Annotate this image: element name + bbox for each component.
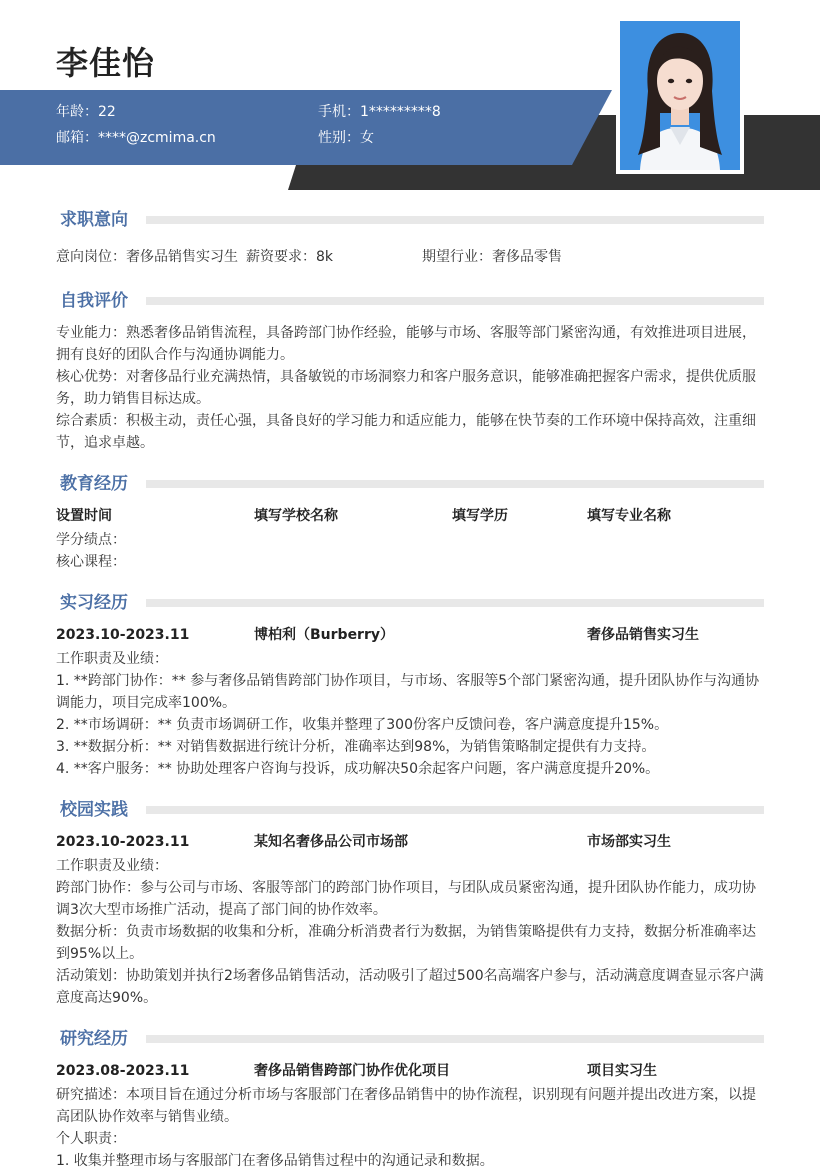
intern-duty-item: 3. **数据分析：** 对销售数据进行统计分析，准确率达到98%，为销售策略制定提供有力支持。 (56, 739, 656, 755)
intent-industry: 期望行业：奢侈品零售 (422, 249, 562, 265)
edu-gpa: 学分绩点： (56, 532, 126, 548)
profile-photo-frame (616, 17, 744, 174)
self-eval-strength: 核心优势：对奢侈品行业充满热情，具备敏锐的市场洞察力和客户服务意识，能够准确把握客户需求，提供优质服务，助力销售目标达成。 (56, 369, 756, 407)
section-title: 教育经历 (60, 474, 128, 494)
research-description: 研究描述：本项目旨在通过分析市场与客服部门在奢侈品销售中的协作流程，识别现有问题并提出改进方案，以提高团队协作效率与销售业绩。 (56, 1087, 756, 1125)
campus-role: 市场部实习生 (587, 834, 671, 850)
research-duty-label: 个人职责： (56, 1131, 126, 1147)
intern-duty-item: 4. **客户服务：** 协助处理客户咨询与投诉，成功解决50余起客户问题，客户满意度提升20%。 (56, 761, 660, 777)
section-title: 自我评价 (60, 291, 128, 311)
section-header-campus (56, 798, 764, 822)
section-header-internship (56, 591, 764, 615)
campus-duty-event: 活动策划：协助策划并执行2场奢侈品销售活动，活动吸引了超过500名高端客户参与，活动满意度调查显示客户满意度高达90%。 (56, 968, 764, 1006)
section-title: 实习经历 (60, 593, 128, 613)
intern-time: 2023.10-2023.11 (56, 627, 190, 643)
section-divider (146, 599, 764, 607)
intern-duty-label: 工作职责及业绩： (56, 651, 168, 667)
section-title: 研究经历 (60, 1029, 128, 1049)
research-role: 项目实习生 (587, 1063, 657, 1079)
section-divider (146, 297, 764, 305)
research-duty-item: 1. 收集并整理市场与客服部门在奢侈品销售过程中的沟通记录和数据。 (56, 1153, 494, 1169)
candidate-name: 李佳怡 (56, 44, 156, 82)
section-divider (146, 806, 764, 814)
section-divider (146, 480, 764, 488)
section-header-education (56, 472, 764, 496)
section-header-self (56, 289, 764, 313)
intent-position: 意向岗位：奢侈品销售实习生 (56, 249, 238, 265)
phone-field: 手机：1*********8 (318, 104, 441, 120)
section-header-intent (56, 208, 764, 232)
intern-company: 博柏利（Burberry） (254, 627, 394, 643)
intern-role: 奢侈品销售实习生 (587, 627, 699, 643)
gender-field: 性别：女 (318, 130, 374, 146)
edu-degree: 填写学历 (452, 508, 508, 524)
profile-photo (620, 21, 740, 170)
edu-school: 填写学校名称 (254, 508, 338, 524)
campus-duty-data: 数据分析：负责市场数据的收集和分析，准确分析消费者行为数据，为销售策略提供有力支持，数据分析准确率达到95%以上。 (56, 924, 756, 962)
research-project: 奢侈品销售跨部门协作优化项目 (254, 1063, 450, 1079)
self-eval-professional: 专业能力：熟悉奢侈品销售流程，具备跨部门协作经验，能够与市场、客服等部门紧密沟通，有效推进项目进展，拥有良好的团队合作与沟通协调能力。 (56, 325, 756, 363)
section-divider (146, 1035, 764, 1043)
section-title: 求职意向 (60, 210, 128, 230)
email-field: 邮箱：****@zcmima.cn (56, 130, 216, 146)
intern-duty-item: 2. **市场调研：** 负责市场调研工作，收集并整理了300份客户反馈问卷，客户满意度提升15%。 (56, 717, 669, 733)
campus-duty-label: 工作职责及业绩： (56, 858, 168, 874)
research-time: 2023.08-2023.11 (56, 1063, 190, 1079)
edu-time: 设置时间 (56, 508, 112, 524)
intent-salary: 薪资要求：8k (246, 249, 334, 265)
campus-duty-collab: 跨部门协作：参与公司与市场、客服等部门的跨部门协作项目，与团队成员紧密沟通，提升团队协作能力，成功协调3次大型市场推广活动，提高了部门间的协作效率。 (56, 880, 756, 918)
self-eval-quality: 综合素质：积极主动，责任心强，具备良好的学习能力和适应能力，能够在快节奏的工作环境中保持高效，注重细节，追求卓越。 (56, 413, 756, 451)
section-divider (146, 216, 764, 224)
age-field: 年龄：22 (56, 104, 116, 120)
campus-org: 某知名奢侈品公司市场部 (254, 834, 408, 850)
section-header-research (56, 1027, 764, 1051)
edu-major: 填写专业名称 (587, 508, 671, 524)
section-title: 校园实践 (60, 800, 128, 820)
campus-time: 2023.10-2023.11 (56, 834, 190, 850)
intern-duty-item: 1. **跨部门协作：** 参与奢侈品销售跨部门协作项目，与市场、客服等5个部门紧密沟通，提升团队协作与沟通协调能力，项目完成率100%。 (56, 673, 760, 711)
edu-courses: 核心课程： (56, 554, 126, 570)
